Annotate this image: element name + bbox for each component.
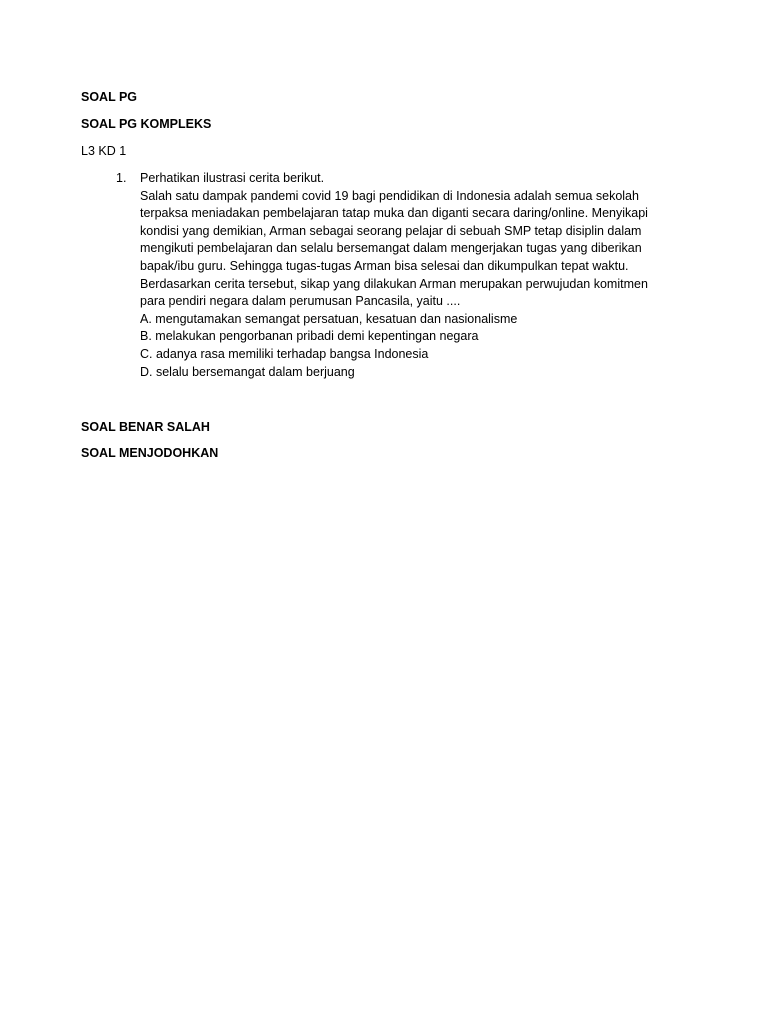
option-d: D. selalu bersemangat dalam berjuang xyxy=(140,364,355,379)
question-body xyxy=(140,170,680,381)
option-a: A. mengutamakan semangat persatuan, kesatuan dan nasionalisme xyxy=(140,311,518,326)
question-text-line: mengikuti pembelajaran dan selalu bersemangat dalam mengerjakan tugas yang diberikan xyxy=(140,241,642,256)
option-c: C. adanya rasa memiliki terhadap bangsa Indonesia xyxy=(140,346,429,361)
question-number: 1. xyxy=(116,171,127,185)
question-text-line: bapak/ibu guru. Sehingga tugas-tugas Arman bisa selesai dan dikumpulkan tepat waktu. xyxy=(140,258,629,273)
question-text-line: terpaksa meniadakan pembelajaran tatap muka dan diganti secara daring/online. Menyikapi xyxy=(140,206,648,221)
heading-soal-benar-salah: SOAL BENAR SALAH xyxy=(81,420,210,434)
question-text-line: para pendiri negara dalam perumusan Pancasila, yaitu .... xyxy=(140,294,461,309)
question-text-line: kondisi yang demikian, Arman sebagai seorang pelajar di sebuah SMP tetap disiplin dalam xyxy=(140,223,642,238)
option-b: B. melakukan pengorbanan pribadi demi kepentingan negara xyxy=(140,329,479,344)
heading-soal-pg-kompleks: SOAL PG KOMPLEKS xyxy=(81,117,212,131)
question-text-line: Berdasarkan cerita tersebut, sikap yang dilakukan Arman merupakan perwujudan komitmen xyxy=(140,276,648,291)
question-text-line: Salah satu dampak pandemi covid 19 bagi pendidikan di Indonesia adalah semua sekolah xyxy=(140,188,639,203)
heading-soal-menjodohkan: SOAL MENJODOHKAN xyxy=(81,446,219,460)
heading-kd-label: L3 KD 1 xyxy=(81,144,127,158)
heading-soal-pg: SOAL PG xyxy=(81,90,138,104)
question-intro-line: Perhatikan ilustrasi cerita berikut. xyxy=(140,171,325,185)
